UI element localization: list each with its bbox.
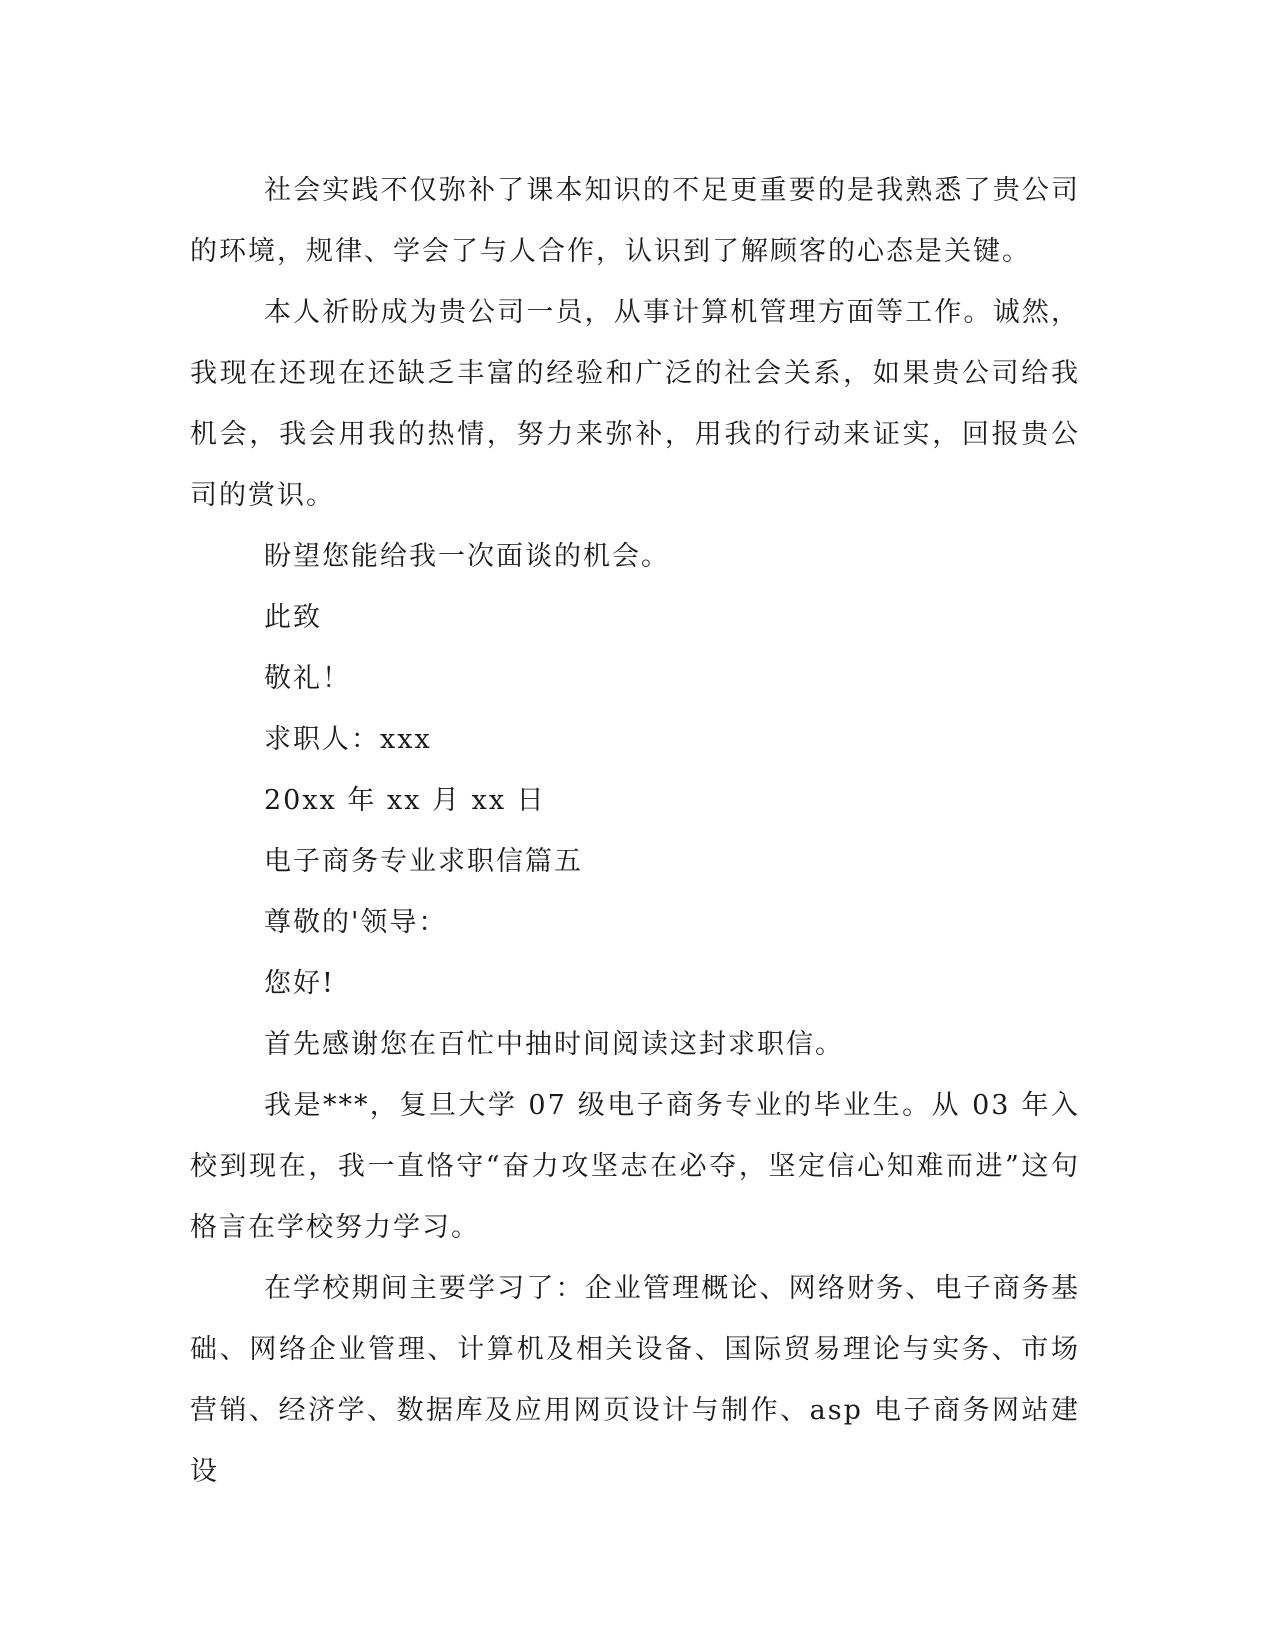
paragraph-courses: 在学校期间主要学习了：企业管理概论、网络财务、电子商务基础、网络企业管理、计算机及相关设备、国际贸易理论与实务、市场营销、经济学、数据库及应用网页设计与制作、asp 电子商务网站建设 (190, 1273, 1080, 1487)
greeting-recipient: 尊敬的'领导： (264, 907, 448, 938)
section-title: 电子商务专业求职信篇五 (264, 846, 583, 877)
document-body (190, 160, 1080, 1502)
closing-salutation: 此致 (264, 602, 322, 633)
paragraph-interview-request: 盼望您能给我一次面谈的机会。 (264, 541, 670, 572)
signature-applicant: 求职人：xxx (264, 724, 432, 755)
closing-regards: 敬礼！ (264, 663, 351, 694)
paragraph-introduction: 我是***，复旦大学 07 级电子商务专业的毕业生。从 03 年入校到现在，我一直恪守“奋力攻坚志在必夺，坚定信心知难而进”这句格言在学校努力学习。 (190, 1090, 1080, 1243)
paragraph-thanks: 首先感谢您在百忙中抽时间阅读这封求职信。 (264, 1029, 844, 1060)
paragraph-job-aspiration: 本人祈盼成为贵公司一员，从事计算机管理方面等工作。诚然，我现在还现在还缺乏丰富的经验和广泛的社会关系，如果贵公司给我机会，我会用我的热情，努力来弥补，用我的行动来证实，回报贵公司的赏识。 (190, 297, 1080, 511)
signature-date: 20xx 年 xx 月 xx 日 (264, 785, 546, 816)
greeting-hello: 您好! (264, 968, 335, 999)
paragraph-social-practice: 社会实践不仅弥补了课本知识的不足更重要的是我熟悉了贵公司的环境，规律、学会了与人合作，认识到了解顾客的心态是关键。 (190, 175, 1080, 267)
